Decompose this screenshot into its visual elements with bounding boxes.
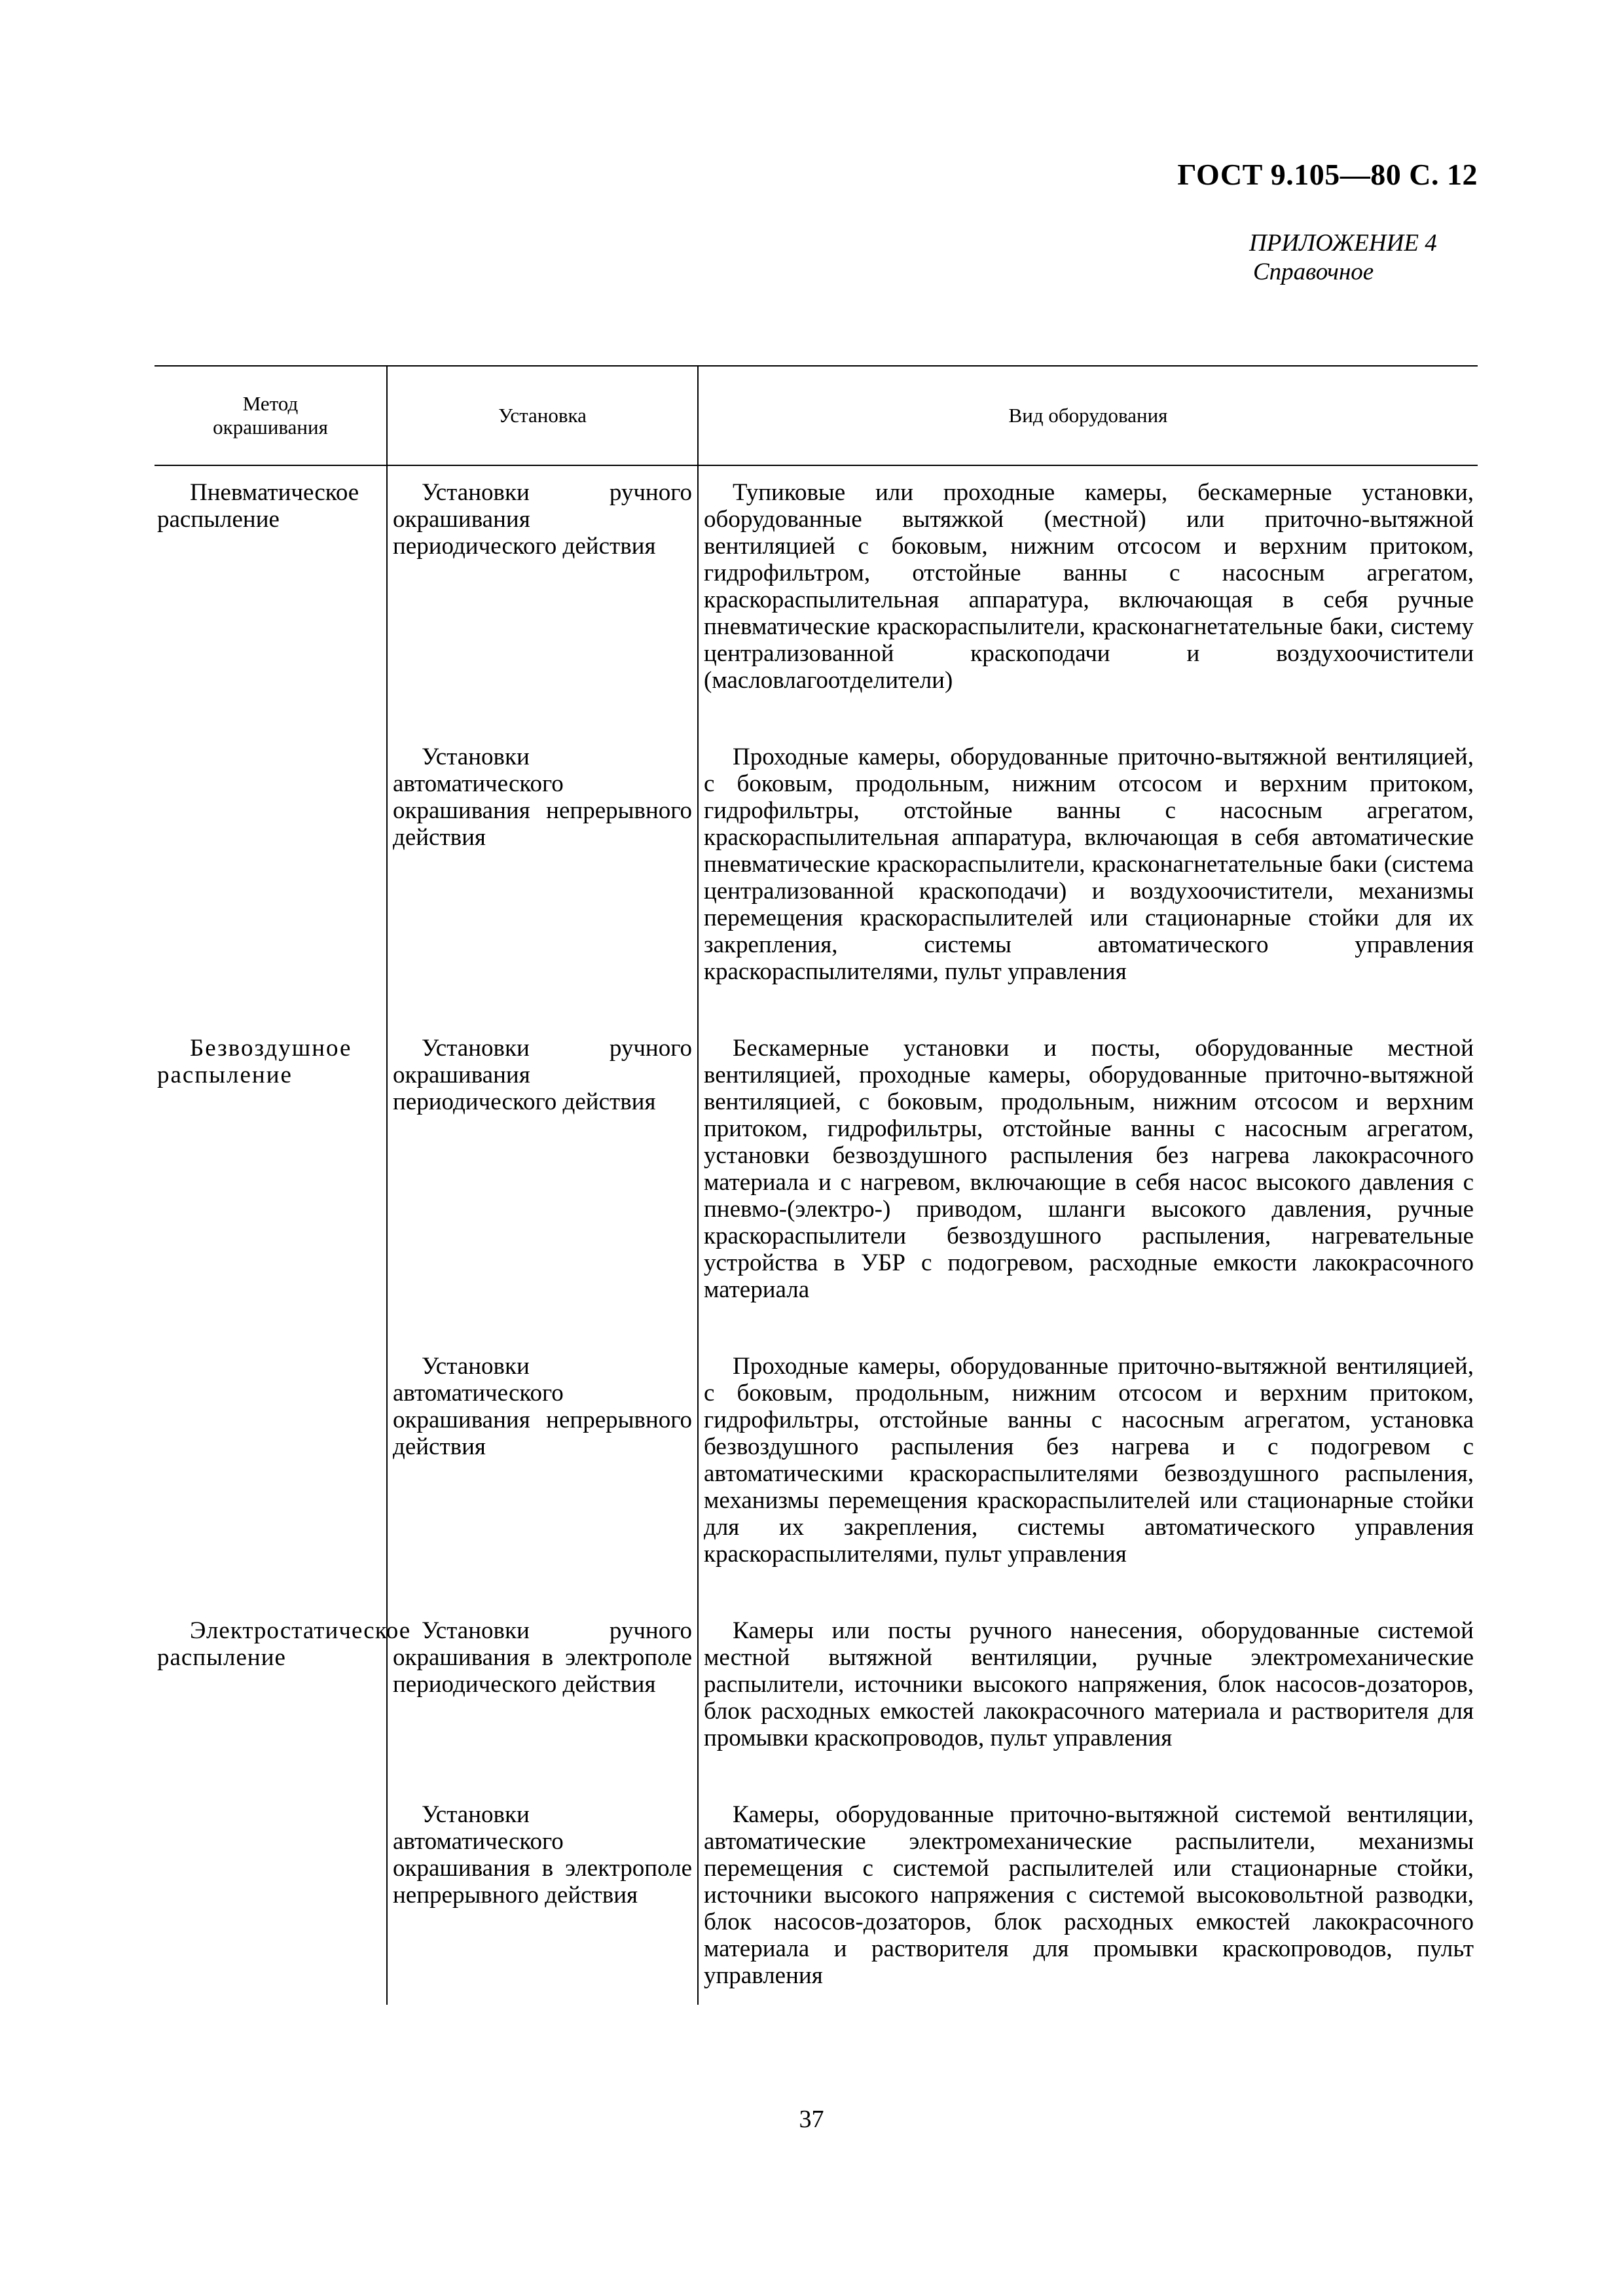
method-cell xyxy=(155,1801,387,1989)
equipment-cell: Бескамерные установки и посты, оборудованные местной вентиляцией, проходные камеры, оборудованные приточно-вытяжной вентиляцией, с боковым, продольным, нижним отсосом и верхним притоком, гидрофильтры, отстойные ванны с насосным агрегатом, установки безвоздушного распыления без нагрева лакокрасочного материала и с нагревом, включающие в себя насос высокого давления с пневмо-(электро-) приводом, шланги высокого давления, ручные краскораспылители безвоздушного распыления, нагревательные устройства в УБР с подогревом, расходные емкости лакокрасочного материала xyxy=(698,1035,1478,1303)
equipment-cell: Тупиковые или проходные камеры, бескамерные установки, оборудованные вытяжкой (местной) или приточно-вытяжной вентиляцией с боковым, нижним отсосом и верхним притоком, гидрофильтром, отстойные ванны с насосным агрегатом, краскораспылительная аппаратура, включающая в себя ручные пневматические краскораспылители, красконагнетательные баки, систему централизованной краскоподачи и воздухоочистители (масловлагоотделители) xyxy=(698,465,1478,694)
column-header-method: Метод окрашивания xyxy=(155,366,387,465)
appendix-title: ПРИЛОЖЕНИЕ 4 xyxy=(1249,230,1437,257)
table-row xyxy=(155,1035,1478,1303)
table-row xyxy=(155,1353,1478,1568)
column-header-equipment: Вид оборудования xyxy=(698,366,1478,465)
installation-cell: Установки автоматического окрашивания непрерывного действия xyxy=(387,1353,698,1568)
table-row xyxy=(155,465,1478,694)
table-row xyxy=(155,744,1478,985)
equipment-cell: Камеры, оборудованные приточно-вытяжной системой вентиляции, автоматические электромеханические распылители, механизмы перемещения с системой распылителей или стационарные стойки, источники высокого напряжения с системой высоковольтной разводки, блок насосов-дозаторов, блок расходных емкостей лакокрасочного материала и растворителя для промывки краскопроводов, пульт управления xyxy=(698,1801,1478,1989)
installation-cell: Установки автоматического окрашивания непрерывного действия xyxy=(387,744,698,985)
equipment-cell: Проходные камеры, оборудованные приточно-вытяжной вентиляцией, с боковым, продольным, нижним отсосом и верхним притоком, гидрофильтры, отстойные ванны с насосным агрегатом, установка безвоздушного распыления без нагрева и с подогревом с автоматическими краскораспылителями безвоздушного распыления, механизмы перемещения краскораспылителей или стационарные стойки для их закрепления, системы автоматического управления краскораспылителями, пульт управления xyxy=(698,1353,1478,1568)
column-header-installation: Установка xyxy=(387,366,698,465)
document-code: ГОСТ 9.105—80 С. 12 xyxy=(1177,158,1478,191)
equipment-table xyxy=(155,365,1478,2005)
method-cell: Безвоздушное распыление xyxy=(157,1035,352,1088)
installation-cell: Установки ручного окрашивания периодического действия xyxy=(387,1035,698,1303)
equipment-cell: Камеры или посты ручного нанесения, оборудованные системой местной вытяжной вентиляции, ручные электромеханические распылители, источники высокого напряжения, блок насосов-дозаторов, блок расходных емкостей лакокрасочного материала и растворителя для промывки краскопроводов, пульт управления xyxy=(698,1617,1478,1751)
installation-cell: Установки автоматического окрашивания в электрополе непрерывного действия xyxy=(387,1801,698,1989)
row-gap xyxy=(155,1303,1478,1353)
installation-cell: Установки ручного окрашивания периодического действия xyxy=(387,465,698,694)
method-cell: Пневматическое распыление xyxy=(157,479,359,533)
table-row xyxy=(155,1801,1478,1989)
installation-cell: Установки ручного окрашивания в электрополе периодического действия xyxy=(387,1617,698,1751)
row-gap xyxy=(155,694,1478,744)
table-header-row xyxy=(155,366,1478,465)
page-number: 37 xyxy=(799,2106,824,2133)
appendix-type: Справочное xyxy=(1253,259,1374,285)
method-cell xyxy=(155,1353,387,1568)
appendix-label xyxy=(1249,229,1437,287)
row-gap xyxy=(155,1989,1478,2005)
equipment-cell: Проходные камеры, оборудованные приточно-вытяжной вентиляцией, с боковым, продольным, нижним отсосом и верхним притоком, гидрофильтры, отстойные ванны с насосным агрегатом, краскораспылительная аппаратура, включающая в себя автоматические пневматические краскораспылители, красконагнетательные баки (система централизованной краскоподачи) и воздухоочистители, механизмы перемещения краскораспылителей или стационарные стойки для их закрепления, системы автоматического управления краскораспылителями, пульт управления xyxy=(698,744,1478,985)
method-cell: Электростатическое распыление xyxy=(157,1617,411,1671)
row-gap xyxy=(155,1568,1478,1617)
table-row xyxy=(155,1617,1478,1751)
row-gap xyxy=(155,985,1478,1035)
row-gap xyxy=(155,1751,1478,1801)
method-cell xyxy=(155,744,387,985)
